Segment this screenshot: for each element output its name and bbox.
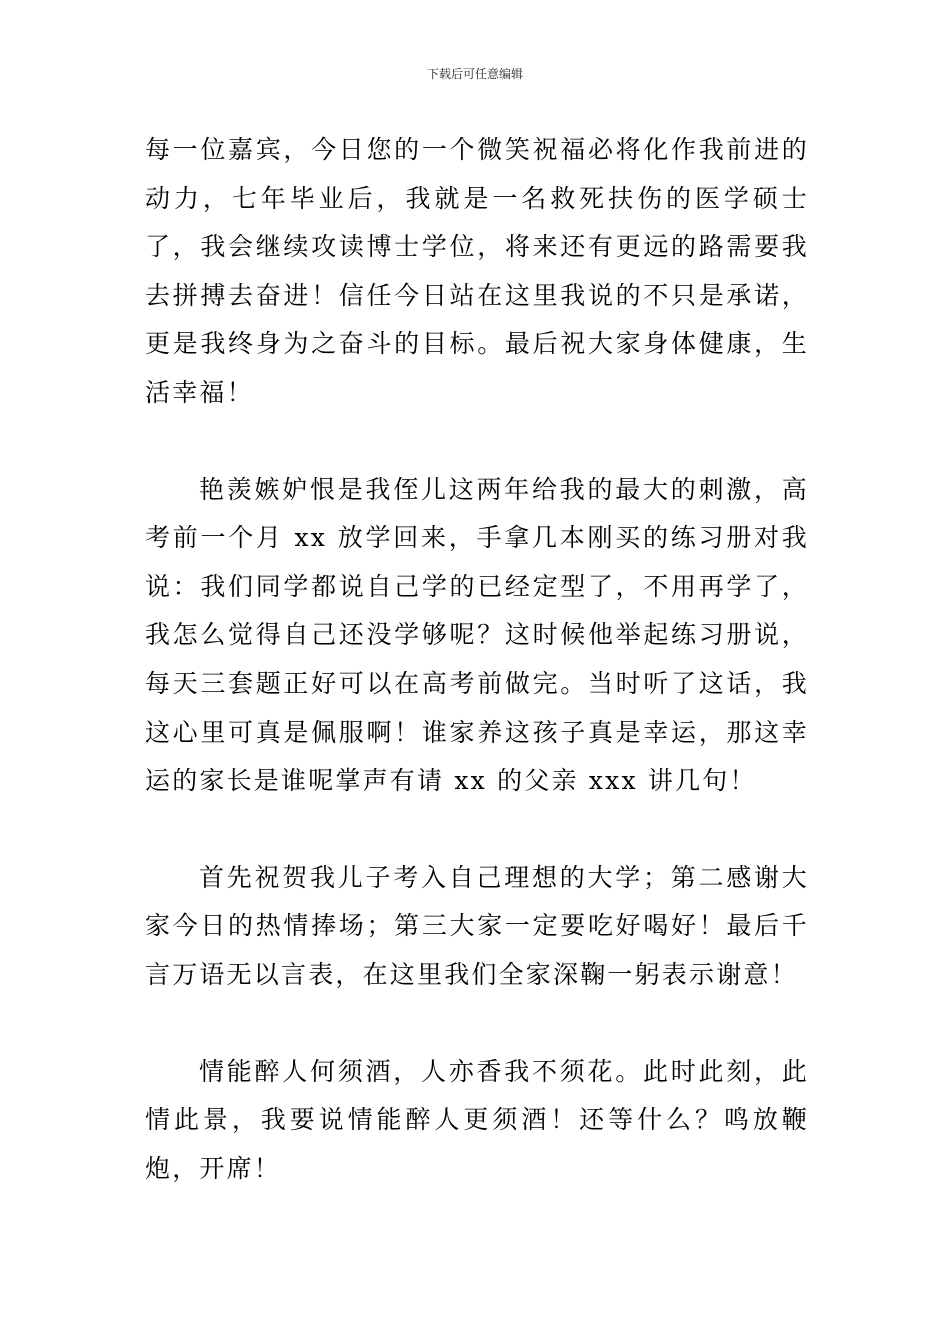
paragraph-father-thanks: 首先祝贺我儿子考入自己理想的大学；第二感谢大家今日的热情捧场；第三大家一定要吃好喝好！最后千言万语无以言表，在这里我们全家深鞠一躬表示谢意！	[145, 862, 809, 989]
paragraph-opening-banquet: 情能醉人何须酒，人亦香我不须花。此时此刻，此情此景，我要说情能醉人更须酒！还等什么？鸣放鞭炮，开席！	[145, 1056, 809, 1183]
paragraph-nephew-story: 艳羡嫉妒恨是我侄儿这两年给我的最大的刺激，高考前一个月 xx 放学回来，手拿几本刚买的练习册对我说：我们同学都说自己学的已经定型了，不用再学了，我怎么觉得自己还没学够呢？这时候他举起练习册说，每天三套题正好可以在高考前做完。当时听了这话，我这心里可真是佩服啊！谁家养这孩子真是幸运，那这幸运的家长是谁呢掌声有请 xx 的父亲 xxx 讲几句！	[145, 474, 809, 796]
paragraph-closing-thanks: 每一位嘉宾，今日您的一个微笑祝福必将化作我前进的动力，七年毕业后，我就是一名救死扶伤的医学硕士了，我会继续攻读博士学位，将来还有更远的路需要我去拼搏去奋进！信任今日站在这里我说的不只是承诺，更是我终身为之奋斗的目标。最后祝大家身体健康，生活幸福！	[145, 135, 809, 407]
download-note: 下载后可任意编辑	[426, 67, 523, 81]
document-body	[145, 126, 809, 1193]
